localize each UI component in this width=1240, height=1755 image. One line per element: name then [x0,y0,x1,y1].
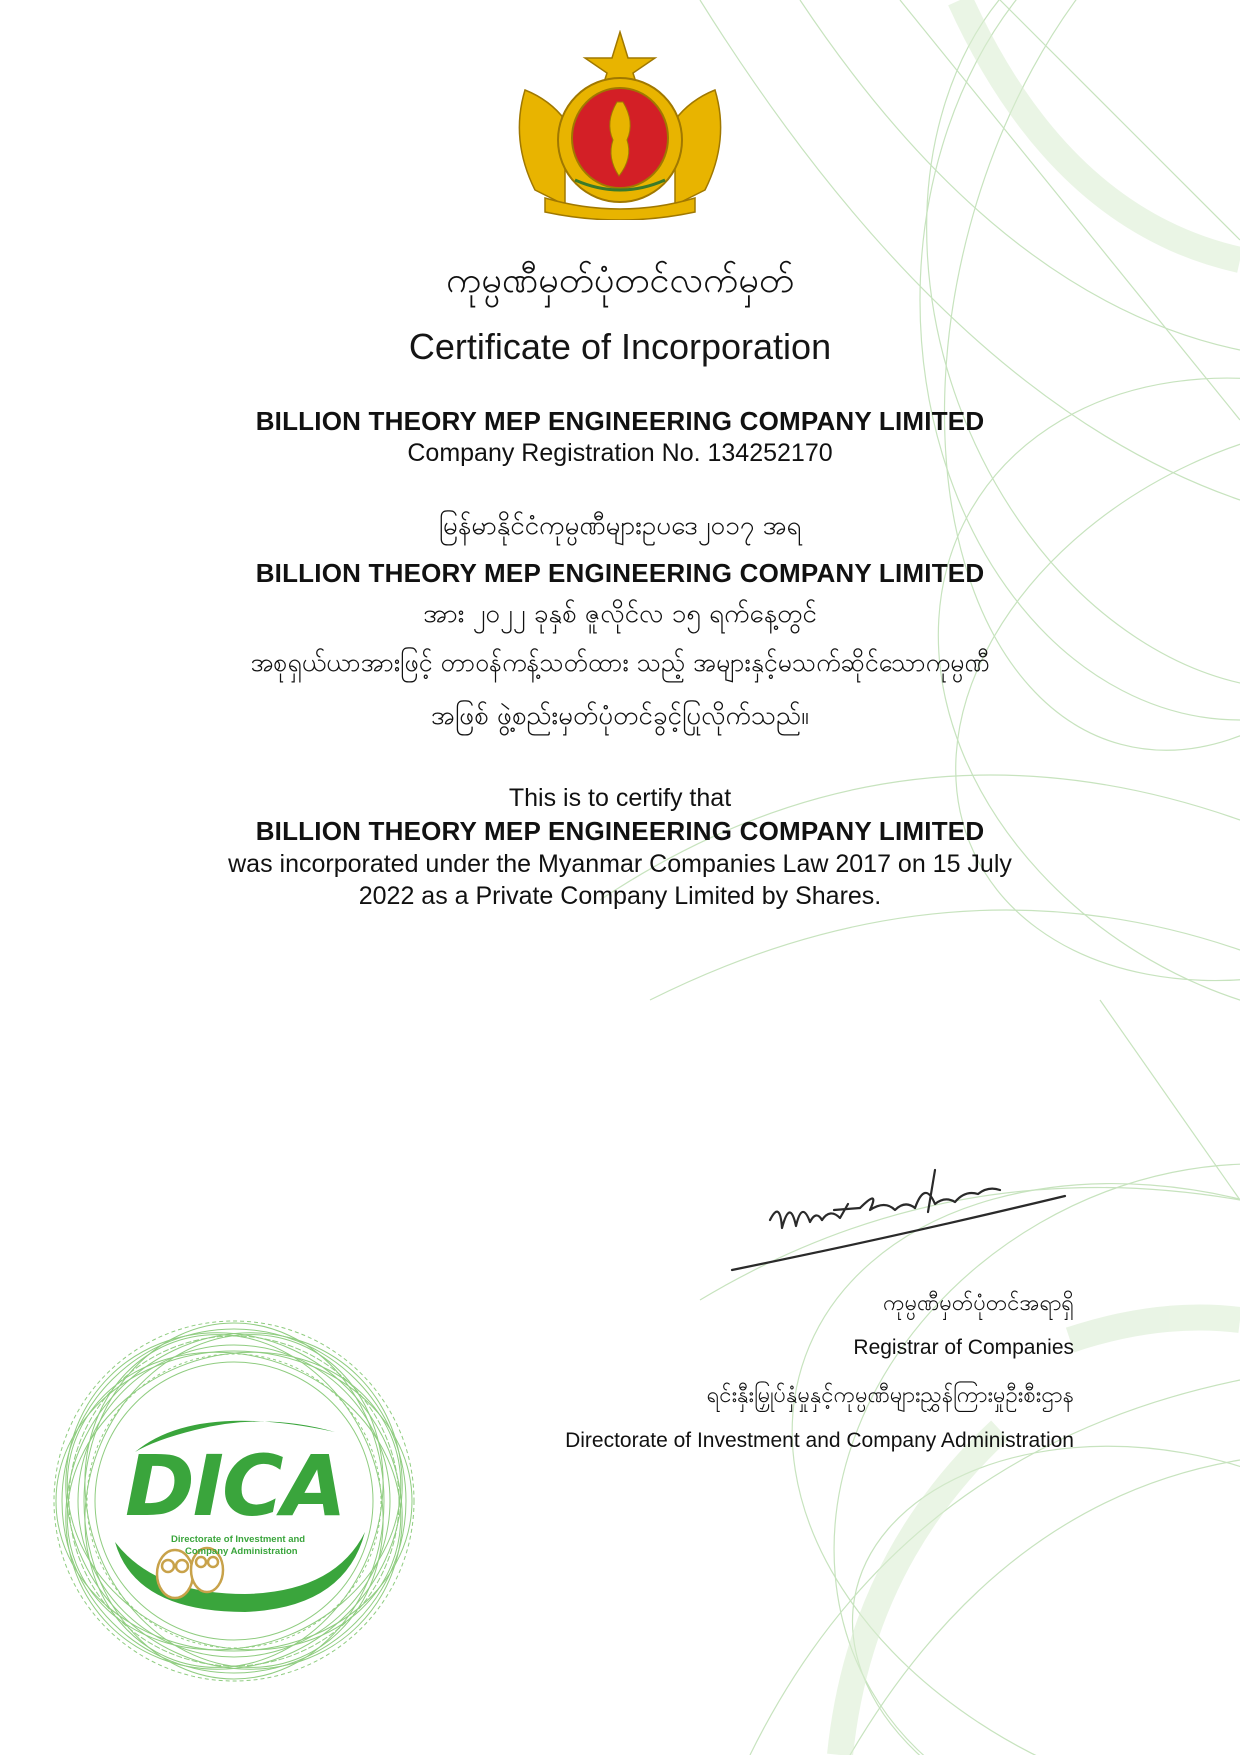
directorate-name: Directorate of Investment and Company Administration [565,1429,1074,1452]
incorporation-statement-line-1: was incorporated under the Myanmar Companies Law 2017 on 15 July [228,850,1012,878]
myanmar-statement-line-3: အစုရှယ်ယာအားဖြင့် တာဝန်ကန့်သတ်ထား သည့် အများနှင့်မသက်ဆိုင်သောကုမ္ပဏီ [250,648,990,677]
dica-logo-text: DICA [125,1437,345,1535]
incorporation-statement-line-2: 2022 as a Private Company Limited by Shares. [358,882,882,910]
company-name-repeat-1: BILLION THEORY MEP ENGINEERING COMPANY LIMITED [255,558,985,588]
myanmar-statement-line-1: မြန်မာနိုင်ငံကုမ္ပဏီများဥပဒေ၂၀၁၇ အရ [438,511,802,541]
state-emblem-icon [505,30,735,220]
registrar-title-myanmar: ကုမ္ပဏီမှတ်ပုံတင်အရာရှိ [883,1291,1074,1316]
company-name: BILLION THEORY MEP ENGINEERING COMPANY LIMITED [255,406,985,436]
certify-intro: This is to certify that [508,784,732,812]
registration-number: Company Registration No. 134252170 [407,439,833,467]
myanmar-statement-line-4: အဖြစ် ဖွဲ့စည်းမှတ်ပုံတင်ခွင့်ပြုလိုက်သည်။ [430,701,810,731]
dica-subtitle-line-1: Directorate of Investment and [171,1534,306,1545]
directorate-name-myanmar: ရင်းနှီးမြှုပ်နှံမှုနှင့်ကုမ္ပဏီများညွှန်ကြားမှုဦးစီးဌာန [706,1383,1074,1408]
certificate-title: Certificate of Incorporation [408,326,832,367]
registrar-title: Registrar of Companies [853,1336,1074,1359]
certificate-title-myanmar: ကုမ္ပဏီမှတ်ပုံတင်လက်မှတ် [446,260,794,301]
company-name-repeat-2: BILLION THEORY MEP ENGINEERING COMPANY LIMITED [255,816,985,846]
dica-subtitle-line-2: Company Administration [185,1546,298,1557]
myanmar-statement-line-2: အား ၂၀၂၂ ခုနှစ် ဇူလိုင်လ ၁၅ ရက်နေ့တွင် [423,599,817,629]
dica-seal [45,1312,423,1690]
registrar-signature [730,1160,1070,1275]
